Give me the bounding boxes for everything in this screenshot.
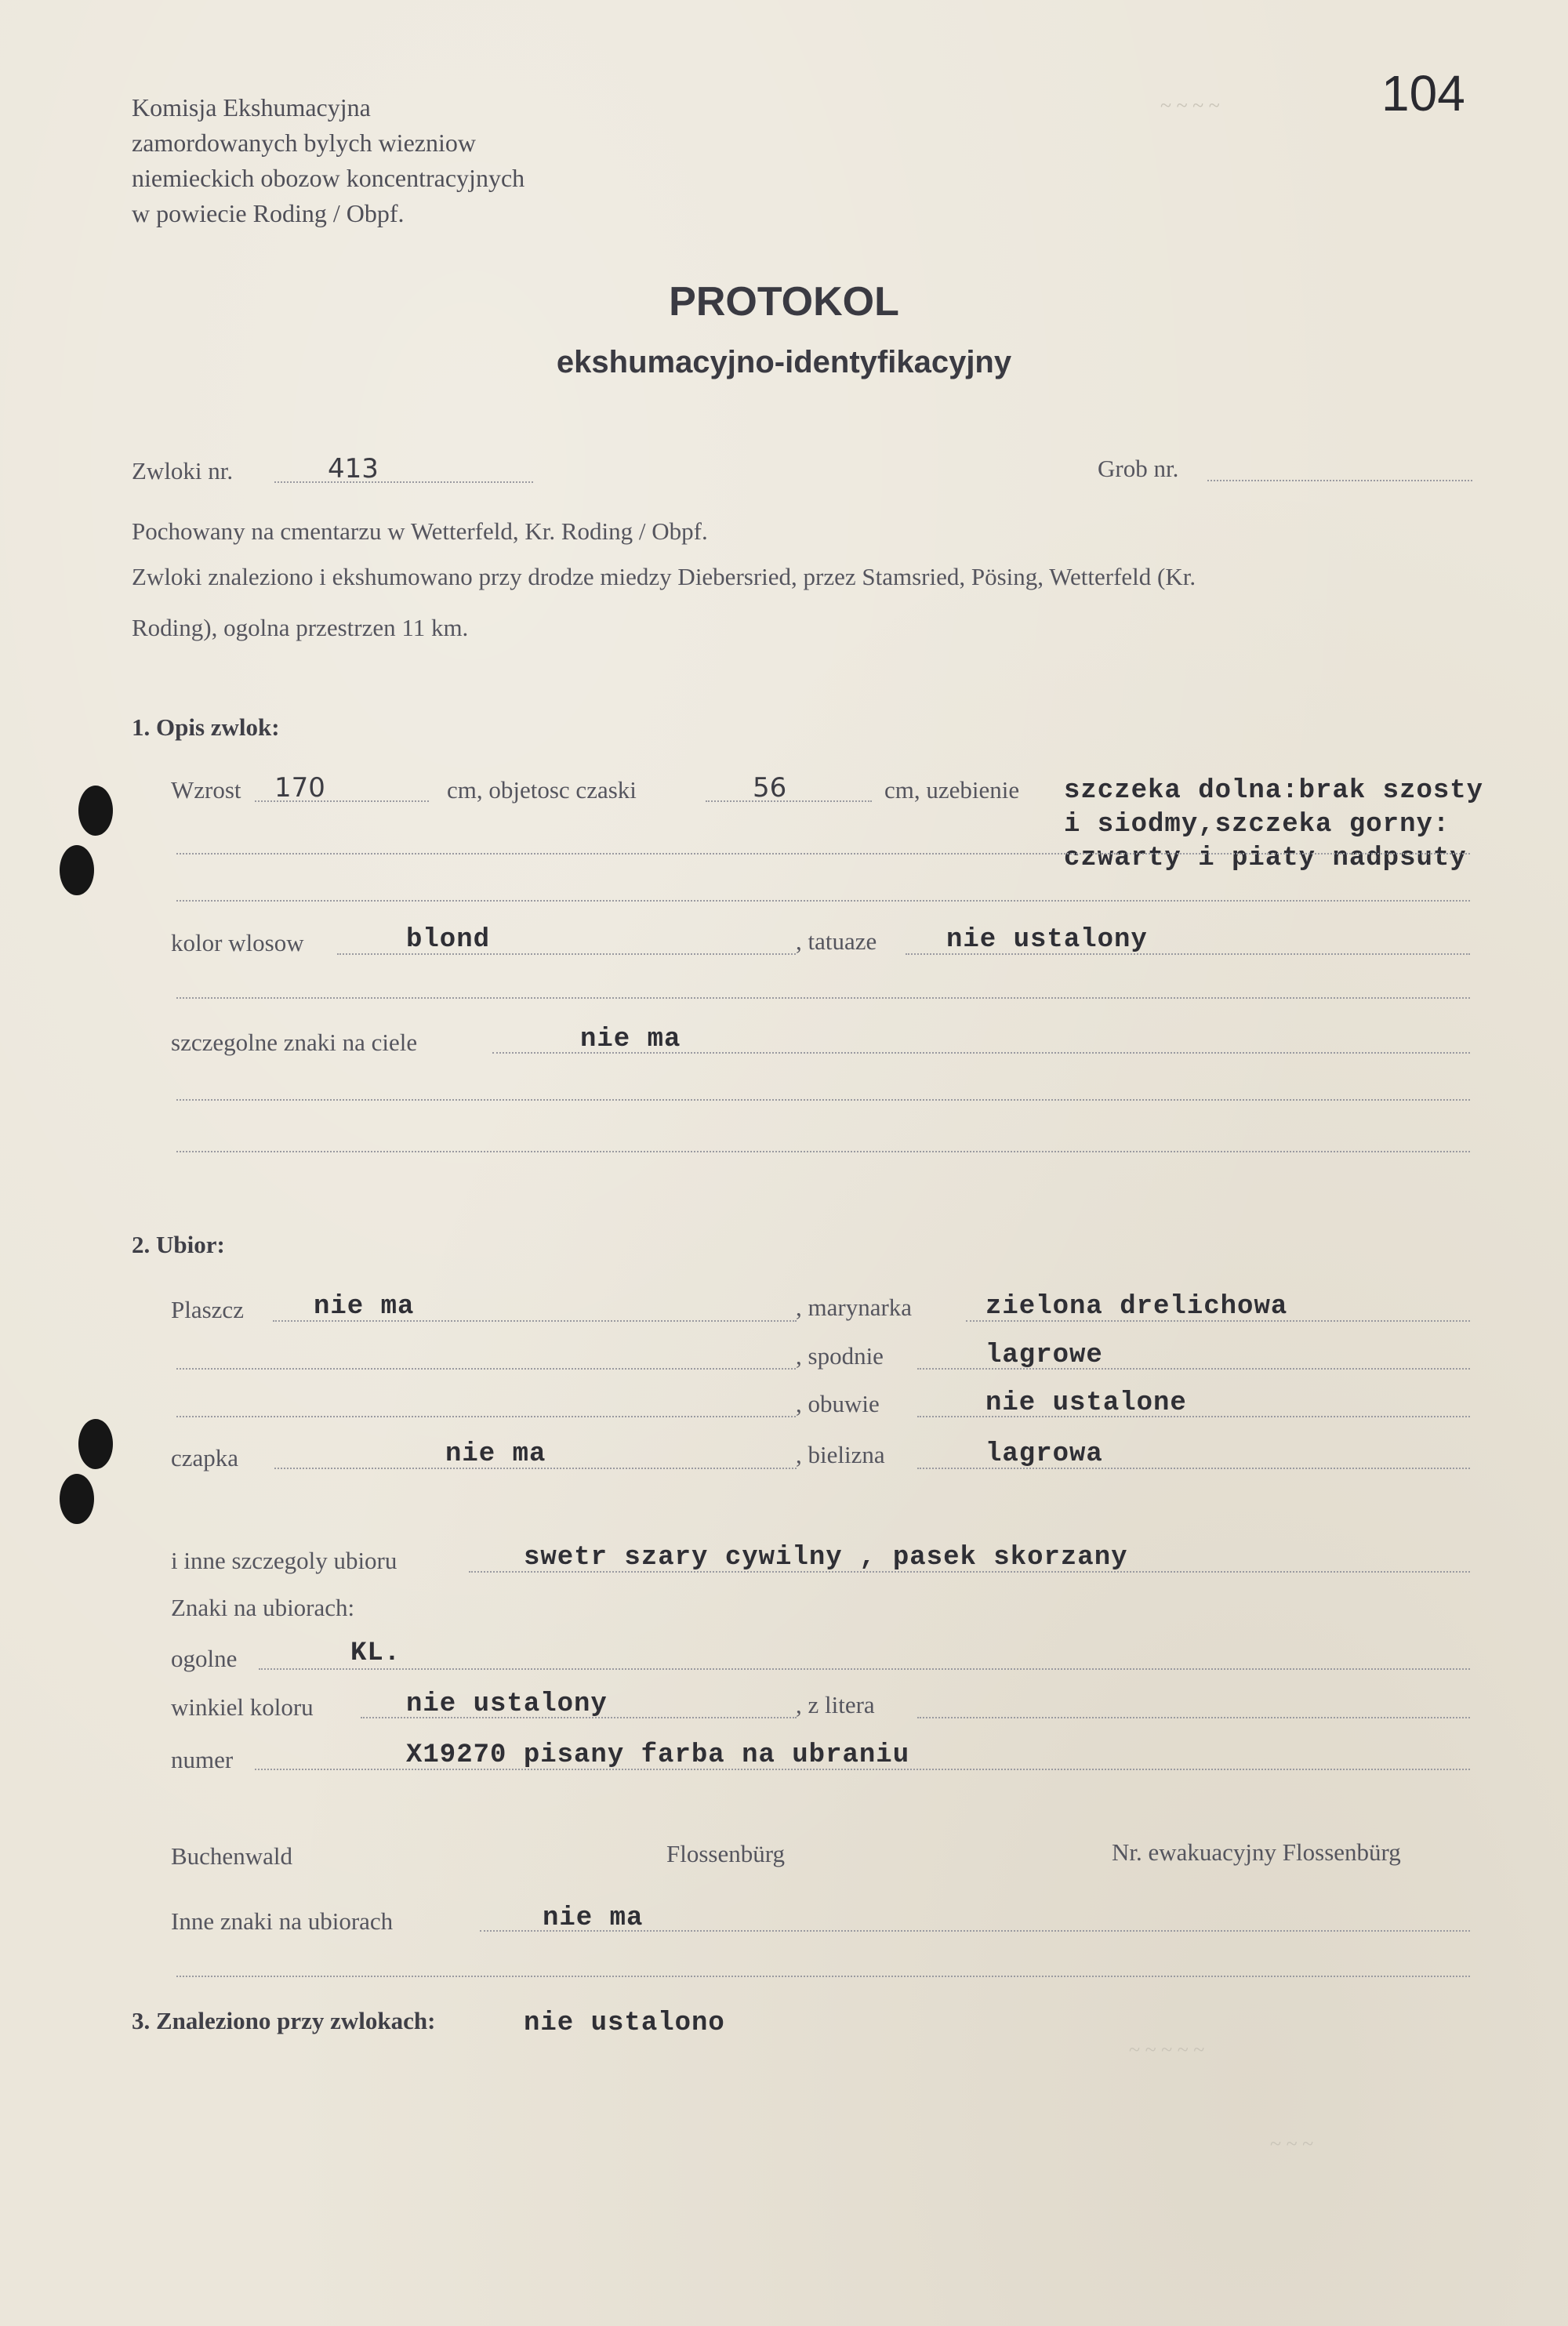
- dotted-line: [1207, 480, 1472, 481]
- page-number: 104: [1381, 65, 1465, 122]
- general-marks-value: KL.: [350, 1638, 401, 1668]
- prisoner-number-label: numer: [171, 1746, 234, 1773]
- punch-hole: [78, 1419, 113, 1469]
- bleed-through-mark: ~ ~ ~ ~: [1160, 94, 1220, 117]
- teeth-label: cm, uzebienie: [884, 776, 1020, 804]
- skull-label: cm, objetosc czaski: [447, 776, 637, 804]
- dotted-line: [274, 481, 533, 483]
- hair-color-value: blond: [406, 925, 491, 955]
- body-number-value: 413: [328, 453, 379, 484]
- section-number: 3.: [132, 2007, 151, 2034]
- other-clothing-value: swetr szary cywilny , pasek skorzany: [524, 1543, 1128, 1573]
- triangle-color-label: winkiel koloru: [171, 1693, 314, 1721]
- grave-number-label: Grob nr.: [1098, 455, 1179, 482]
- shoes-label: , obuwie: [796, 1390, 880, 1417]
- dotted-line: [917, 1717, 1470, 1718]
- commission-header: [132, 90, 524, 231]
- trousers-label: , spodnie: [796, 1342, 884, 1370]
- letter-label: , z litera: [796, 1691, 875, 1718]
- triangle-color-value: nie ustalony: [406, 1689, 608, 1719]
- dotted-line: [176, 1368, 796, 1370]
- dotted-line: [176, 1151, 1470, 1152]
- other-clothing-label: i inne szczegoly ubioru: [171, 1547, 397, 1574]
- document-title: PROTOKOL: [669, 279, 899, 325]
- burial-place: Pochowany na cmentarzu w Wetterfeld, Kr. Roding / Obpf.: [132, 517, 708, 545]
- section-3-heading: [132, 2007, 436, 2035]
- document-subtitle: ekshumacyjno-identyfikacyjny: [556, 345, 1012, 379]
- bleed-through-mark: ~ ~ ~: [1270, 2132, 1314, 2155]
- other-clothing-marks-value: nie ma: [543, 1903, 644, 1933]
- section-number: 2.: [132, 1231, 151, 1258]
- skull-value: 56: [753, 772, 787, 804]
- dotted-line: [176, 900, 1470, 902]
- trousers-value: lagrowe: [985, 1341, 1103, 1370]
- underwear-value: lagrowa: [985, 1439, 1103, 1469]
- section-2-heading: [132, 1231, 225, 1259]
- jacket-value: zielona drelichowa: [985, 1292, 1288, 1322]
- punch-hole: [60, 845, 94, 895]
- found-items-value: nie ustalono: [524, 2008, 725, 2038]
- other-clothing-marks-label: Inne znaki na ubiorach: [171, 1907, 394, 1935]
- dotted-line: [259, 1668, 1470, 1670]
- hair-color-label: kolor wlosow: [171, 929, 304, 956]
- teeth-value-line-3: czwarty i piaty nadpsuty: [1064, 844, 1467, 873]
- teeth-value-line-2: i siodmy,szczeka gorny:: [1064, 810, 1450, 840]
- evacuation-number-label: Nr. ewakuacyjny Flossenbürg: [1112, 1838, 1401, 1866]
- punch-hole: [78, 786, 113, 836]
- cap-label: czapka: [171, 1444, 239, 1471]
- dotted-line: [176, 1976, 1470, 1977]
- coat-value: nie ma: [314, 1292, 415, 1322]
- found-location-line-2: Roding), ogolna przestrzen 11 km.: [132, 614, 469, 641]
- commission-line: w powiecie Roding / Obpf.: [132, 199, 405, 227]
- commission-line: Komisja Ekshumacyjna: [132, 93, 371, 122]
- general-marks-label: ogolne: [171, 1645, 238, 1672]
- jacket-label: , marynarka: [796, 1294, 913, 1321]
- commission-line: niemieckich obozow koncentracyjnych: [132, 164, 525, 192]
- teeth-value-line-1: szczeka dolna:brak szosty: [1064, 776, 1484, 806]
- coat-label: Plaszcz: [171, 1296, 244, 1323]
- section-1-heading: [132, 713, 280, 742]
- shoes-value: nie ustalone: [985, 1388, 1187, 1418]
- bleed-through-mark: ~ ~ ~ ~ ~: [1129, 2038, 1205, 2061]
- camp-buchenwald: Buchenwald: [171, 1842, 292, 1870]
- section-title: Znaleziono przy zwlokach:: [156, 2007, 436, 2034]
- body-number-label: Zwloki nr.: [132, 457, 234, 484]
- dotted-line: [176, 1099, 1470, 1101]
- camp-flossenburg: Flossenbürg: [666, 1840, 786, 1867]
- height-label: Wzrost: [171, 776, 241, 804]
- commission-line: zamordowanych bylych wiezniow: [132, 129, 476, 157]
- tattoo-label: , tatuaze: [796, 927, 877, 955]
- punch-hole: [60, 1474, 94, 1524]
- body-marks-label: szczegolne znaki na ciele: [171, 1029, 418, 1056]
- prisoner-number-value: X19270 pisany farba na ubraniu: [406, 1740, 910, 1770]
- tattoo-value: nie ustalony: [946, 925, 1148, 955]
- cap-value: nie ma: [445, 1439, 546, 1469]
- height-value: 170: [274, 772, 325, 804]
- dotted-line: [176, 853, 1470, 855]
- dotted-line: [706, 800, 872, 802]
- found-location-line-1: Zwloki znaleziono i ekshumowano przy drodze miedzy Diebersried, przez Stamsried, Pösing, Wetterfeld (Kr.: [132, 563, 1196, 590]
- dotted-line: [176, 1416, 796, 1417]
- dotted-line: [176, 997, 1470, 999]
- section-title: Opis zwlok:: [156, 713, 280, 741]
- clothing-marks-label: Znaki na ubiorach:: [171, 1594, 355, 1621]
- body-marks-value: nie ma: [580, 1025, 681, 1054]
- underwear-label: , bielizna: [796, 1441, 885, 1468]
- section-title: Ubior:: [156, 1231, 225, 1258]
- section-number: 1.: [132, 713, 151, 741]
